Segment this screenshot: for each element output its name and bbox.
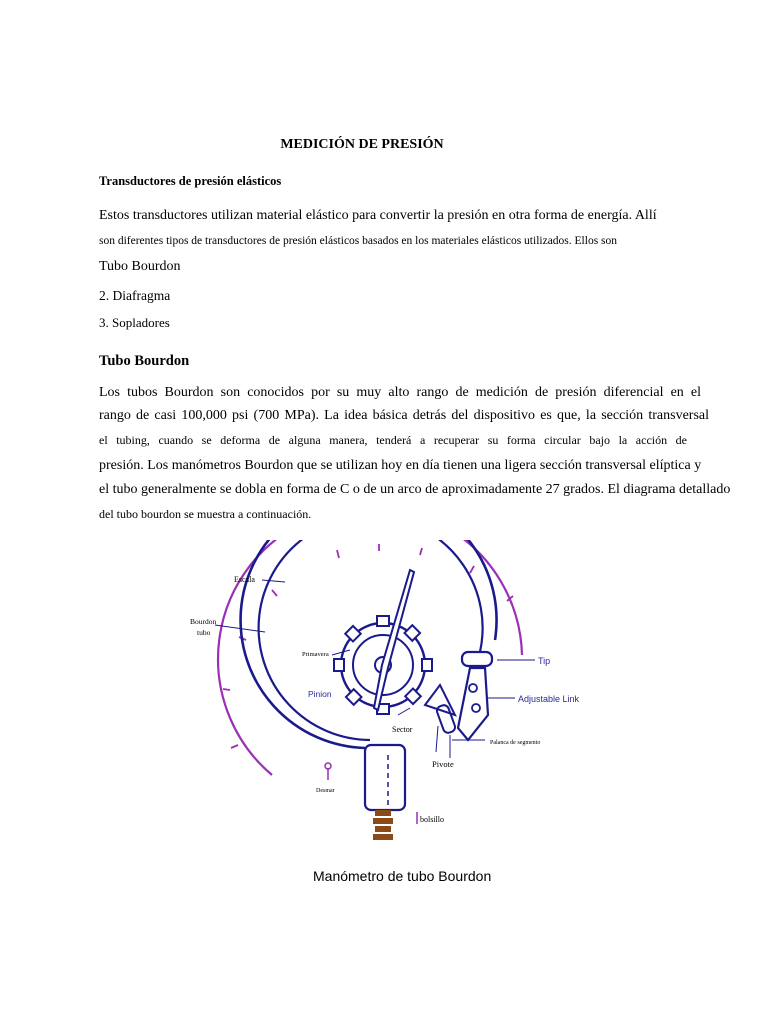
- bourdon-gauge-diagram: [170, 540, 610, 890]
- page-title: MEDICIÓN DE PRESIÓN: [280, 137, 444, 152]
- section-heading: Tubo Bourdon: [99, 353, 190, 369]
- paragraph-line: Los tubos Bourdon son conocidos por su muy alto rango de medición de presión diferencial en el: [99, 385, 701, 400]
- sector: [425, 685, 455, 715]
- list-item: Tubo Bourdon: [99, 259, 181, 274]
- label-pivote: Pivote: [432, 759, 454, 769]
- threaded-stem: [373, 810, 393, 840]
- paragraph-line: presión. Los manómetros Bourdon que se utilizan hoy en día tienen una ligera sección transversal elíptica y: [99, 458, 702, 473]
- label-escala: Escala: [234, 575, 255, 584]
- label-sector: Sector: [392, 725, 413, 734]
- intro-line-2: son diferentes tipos de transductores de presión elásticos basados en los materiales elásticos utilizados. Ellos son: [99, 235, 618, 247]
- intro-line-1: Estos transductores utilizan material elástico para convertir la presión en otra forma de energía. Allí: [99, 208, 657, 223]
- segment-lever: [436, 704, 457, 734]
- list-item: 3. Sopladores: [99, 315, 170, 330]
- pointer-needle: [374, 570, 414, 710]
- paragraph-line: el tubing, cuando se deforma de alguna manera, tenderá a recuperar su forma circular bajo la acción de: [99, 433, 687, 447]
- paragraph-line: el tubo generalmente se dobla en forma de C o de un arco de aproximadamente 27 grados. El diagrama detallado: [99, 482, 731, 497]
- label-desmar: Desmar: [316, 788, 335, 794]
- bourdon-tube-outer: [241, 540, 497, 748]
- label-tubo: tubo: [197, 628, 211, 637]
- adjustable-link: [458, 668, 488, 740]
- section-subtitle: Transductores de presión elásticos: [99, 174, 282, 188]
- paragraph-line: del tubo bourdon se muestra a continuación.: [99, 507, 312, 521]
- label-bolsillo: bolsillo: [420, 815, 445, 824]
- list-item: 2. Diafragma: [99, 288, 171, 303]
- label-tip: Tip: [538, 656, 551, 666]
- paragraph-line: rango de casi 100,000 psi (700 MPa). La idea básica detrás del dispositivo es que, la sección transversal: [99, 408, 709, 423]
- label-palanca: Palanca de segmento: [490, 740, 541, 746]
- diagram-caption: Manómetro de tubo Bourdon: [313, 868, 492, 884]
- label-pinion: Pinion: [308, 689, 332, 699]
- label-adjustable-link: Adjustable Link: [518, 694, 580, 704]
- socket-block: [365, 745, 405, 810]
- tube-tip: [462, 652, 492, 666]
- label-primavera: Primavera: [302, 651, 329, 658]
- label-bourdon: Bourdon: [190, 617, 217, 626]
